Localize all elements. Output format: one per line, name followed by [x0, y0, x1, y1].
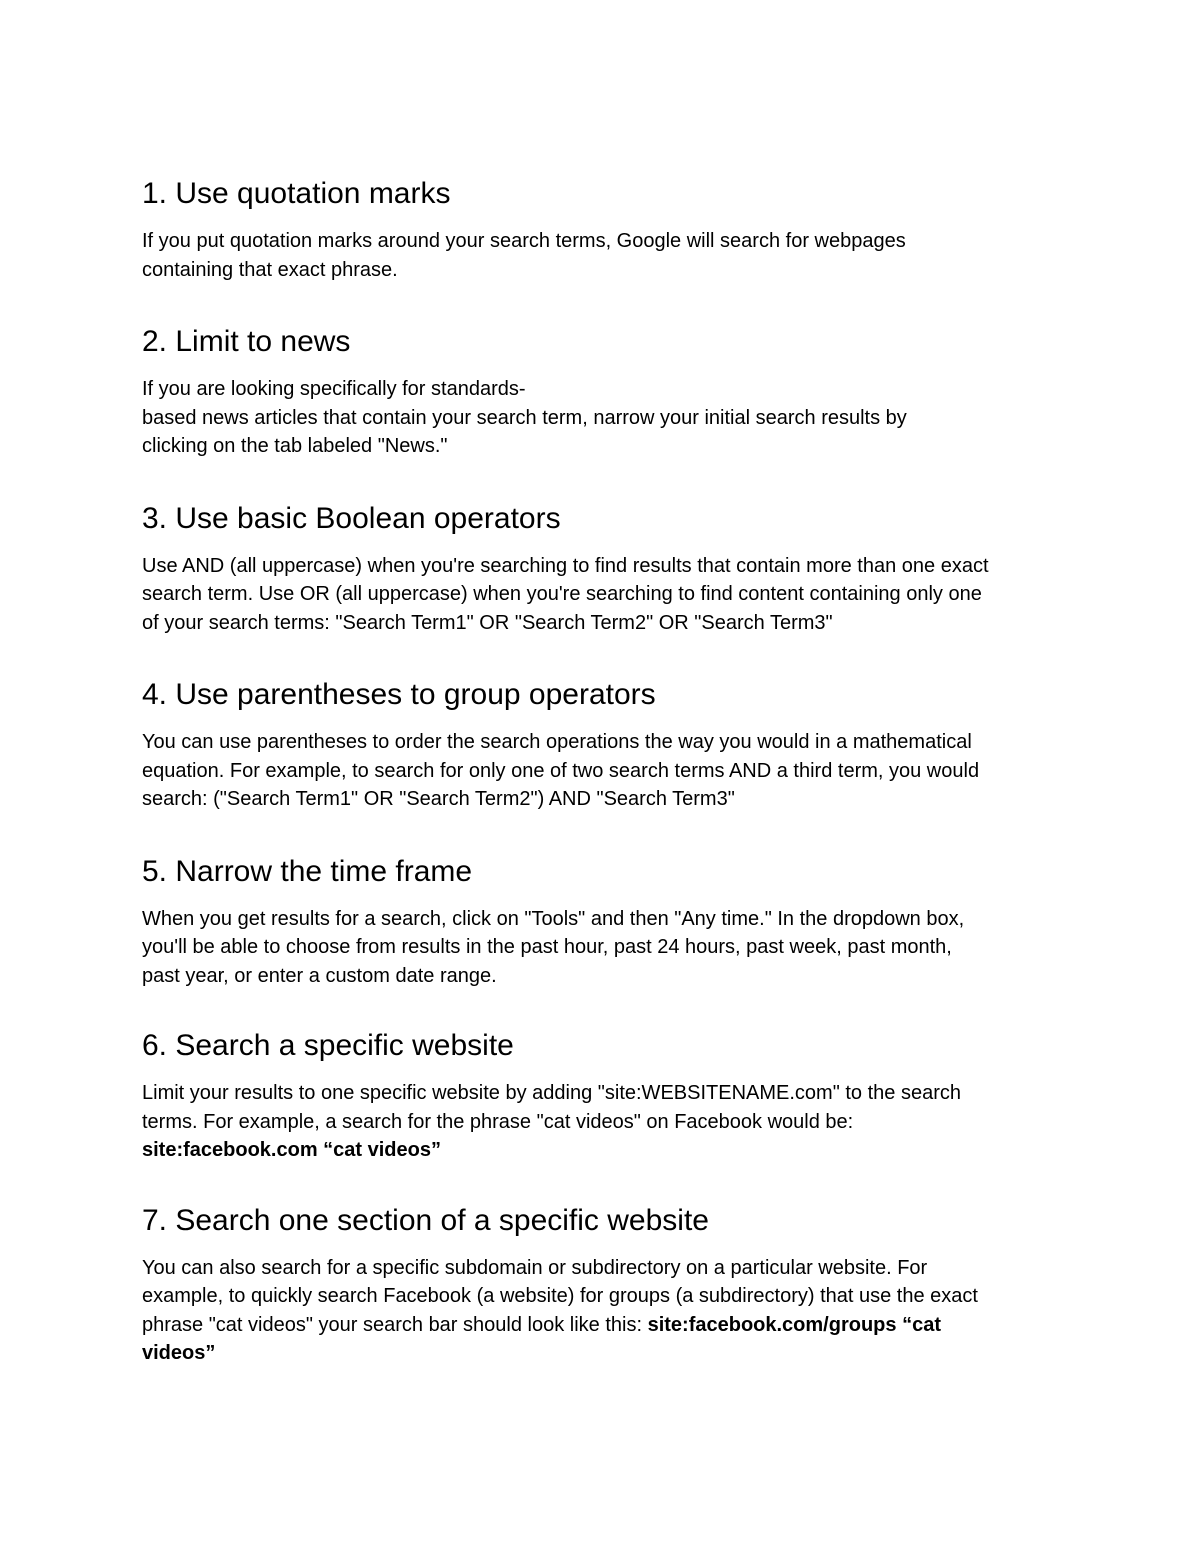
search-example-continued: videos” — [142, 1342, 216, 1364]
section-body — [142, 227, 1062, 284]
section-heading: 7. Search one section of a specific website — [142, 1203, 709, 1237]
section-body — [142, 552, 1062, 638]
section-heading: 1. Use quotation marks — [142, 177, 451, 210]
search-example: site:facebook.com “cat videos” — [142, 1139, 441, 1161]
body-line: you'll be able to choose from results in the past hour, past 24 hours, past week, past month, — [142, 936, 952, 958]
body-line: based news articles that contain your search term, narrow your initial search results by — [142, 406, 907, 429]
section-heading: 6. Search a specific website — [142, 1029, 514, 1062]
section-heading: 4. Use parentheses to group operators — [142, 678, 656, 711]
body-line-text: phrase "cat videos" your search bar should look like this: — [142, 1313, 648, 1336]
section-website-section — [142, 1201, 1062, 1368]
section-heading: 3. Use basic Boolean operators — [142, 501, 561, 535]
body-line: containing that exact phrase. — [142, 258, 398, 281]
section-body — [142, 375, 1062, 461]
section-time-frame — [142, 852, 1062, 991]
body-line: If you are looking specifically for standards- — [142, 378, 526, 400]
body-line: Use AND (all uppercase) when you're searching to find results that contain more than one exact — [142, 554, 989, 577]
section-body — [142, 905, 1062, 991]
section-heading: 5. Narrow the time frame — [142, 854, 473, 888]
body-line: terms. For example, a search for the phrase "cat videos" on Facebook would be: — [142, 1110, 854, 1133]
section-body — [142, 728, 1062, 814]
search-example: site:facebook.com/groups “cat — [647, 1313, 941, 1336]
section-specific-website — [142, 1026, 1062, 1165]
body-line: equation. For example, to search for only one of two search terms AND a third term, you would — [142, 759, 980, 782]
body-line: example, to quickly search Facebook (a website) for groups (a subdirectory) that use the exact — [142, 1285, 978, 1307]
body-line: clicking on the tab labeled "News." — [142, 435, 448, 457]
document-page — [142, 174, 1062, 1368]
section-parentheses — [142, 675, 1062, 814]
section-boolean-operators — [142, 499, 1062, 638]
body-line — [142, 1311, 1062, 1340]
body-line: You can use parentheses to order the search operations the way you would in a mathematical — [142, 731, 972, 753]
body-line: of your search terms: "Search Term1" OR "Search Term2" OR "Search Term3" — [142, 611, 833, 634]
body-line: You can also search for a specific subdomain or subdirectory on a particular website. For — [142, 1256, 928, 1279]
section-body — [142, 1079, 1062, 1165]
body-line: past year, or enter a custom date range. — [142, 964, 497, 987]
body-line: search term. Use OR (all uppercase) when you're searching to find content containing only one — [142, 583, 982, 605]
body-line: When you get results for a search, click on "Tools" and then "Any time." In the dropdown box, — [142, 907, 965, 930]
section-heading: 2. Limit to news — [142, 325, 351, 358]
body-line: search: ("Search Term1" OR "Search Term2") AND "Search Term3" — [142, 788, 735, 810]
section-limit-to-news — [142, 322, 1062, 461]
body-line: If you put quotation marks around your search terms, Google will search for webpages — [142, 230, 906, 252]
section-body — [142, 1254, 1062, 1368]
section-quotation-marks — [142, 174, 1062, 284]
body-line: Limit your results to one specific website by adding "site:WEBSITENAME.com" to the search — [142, 1082, 961, 1104]
